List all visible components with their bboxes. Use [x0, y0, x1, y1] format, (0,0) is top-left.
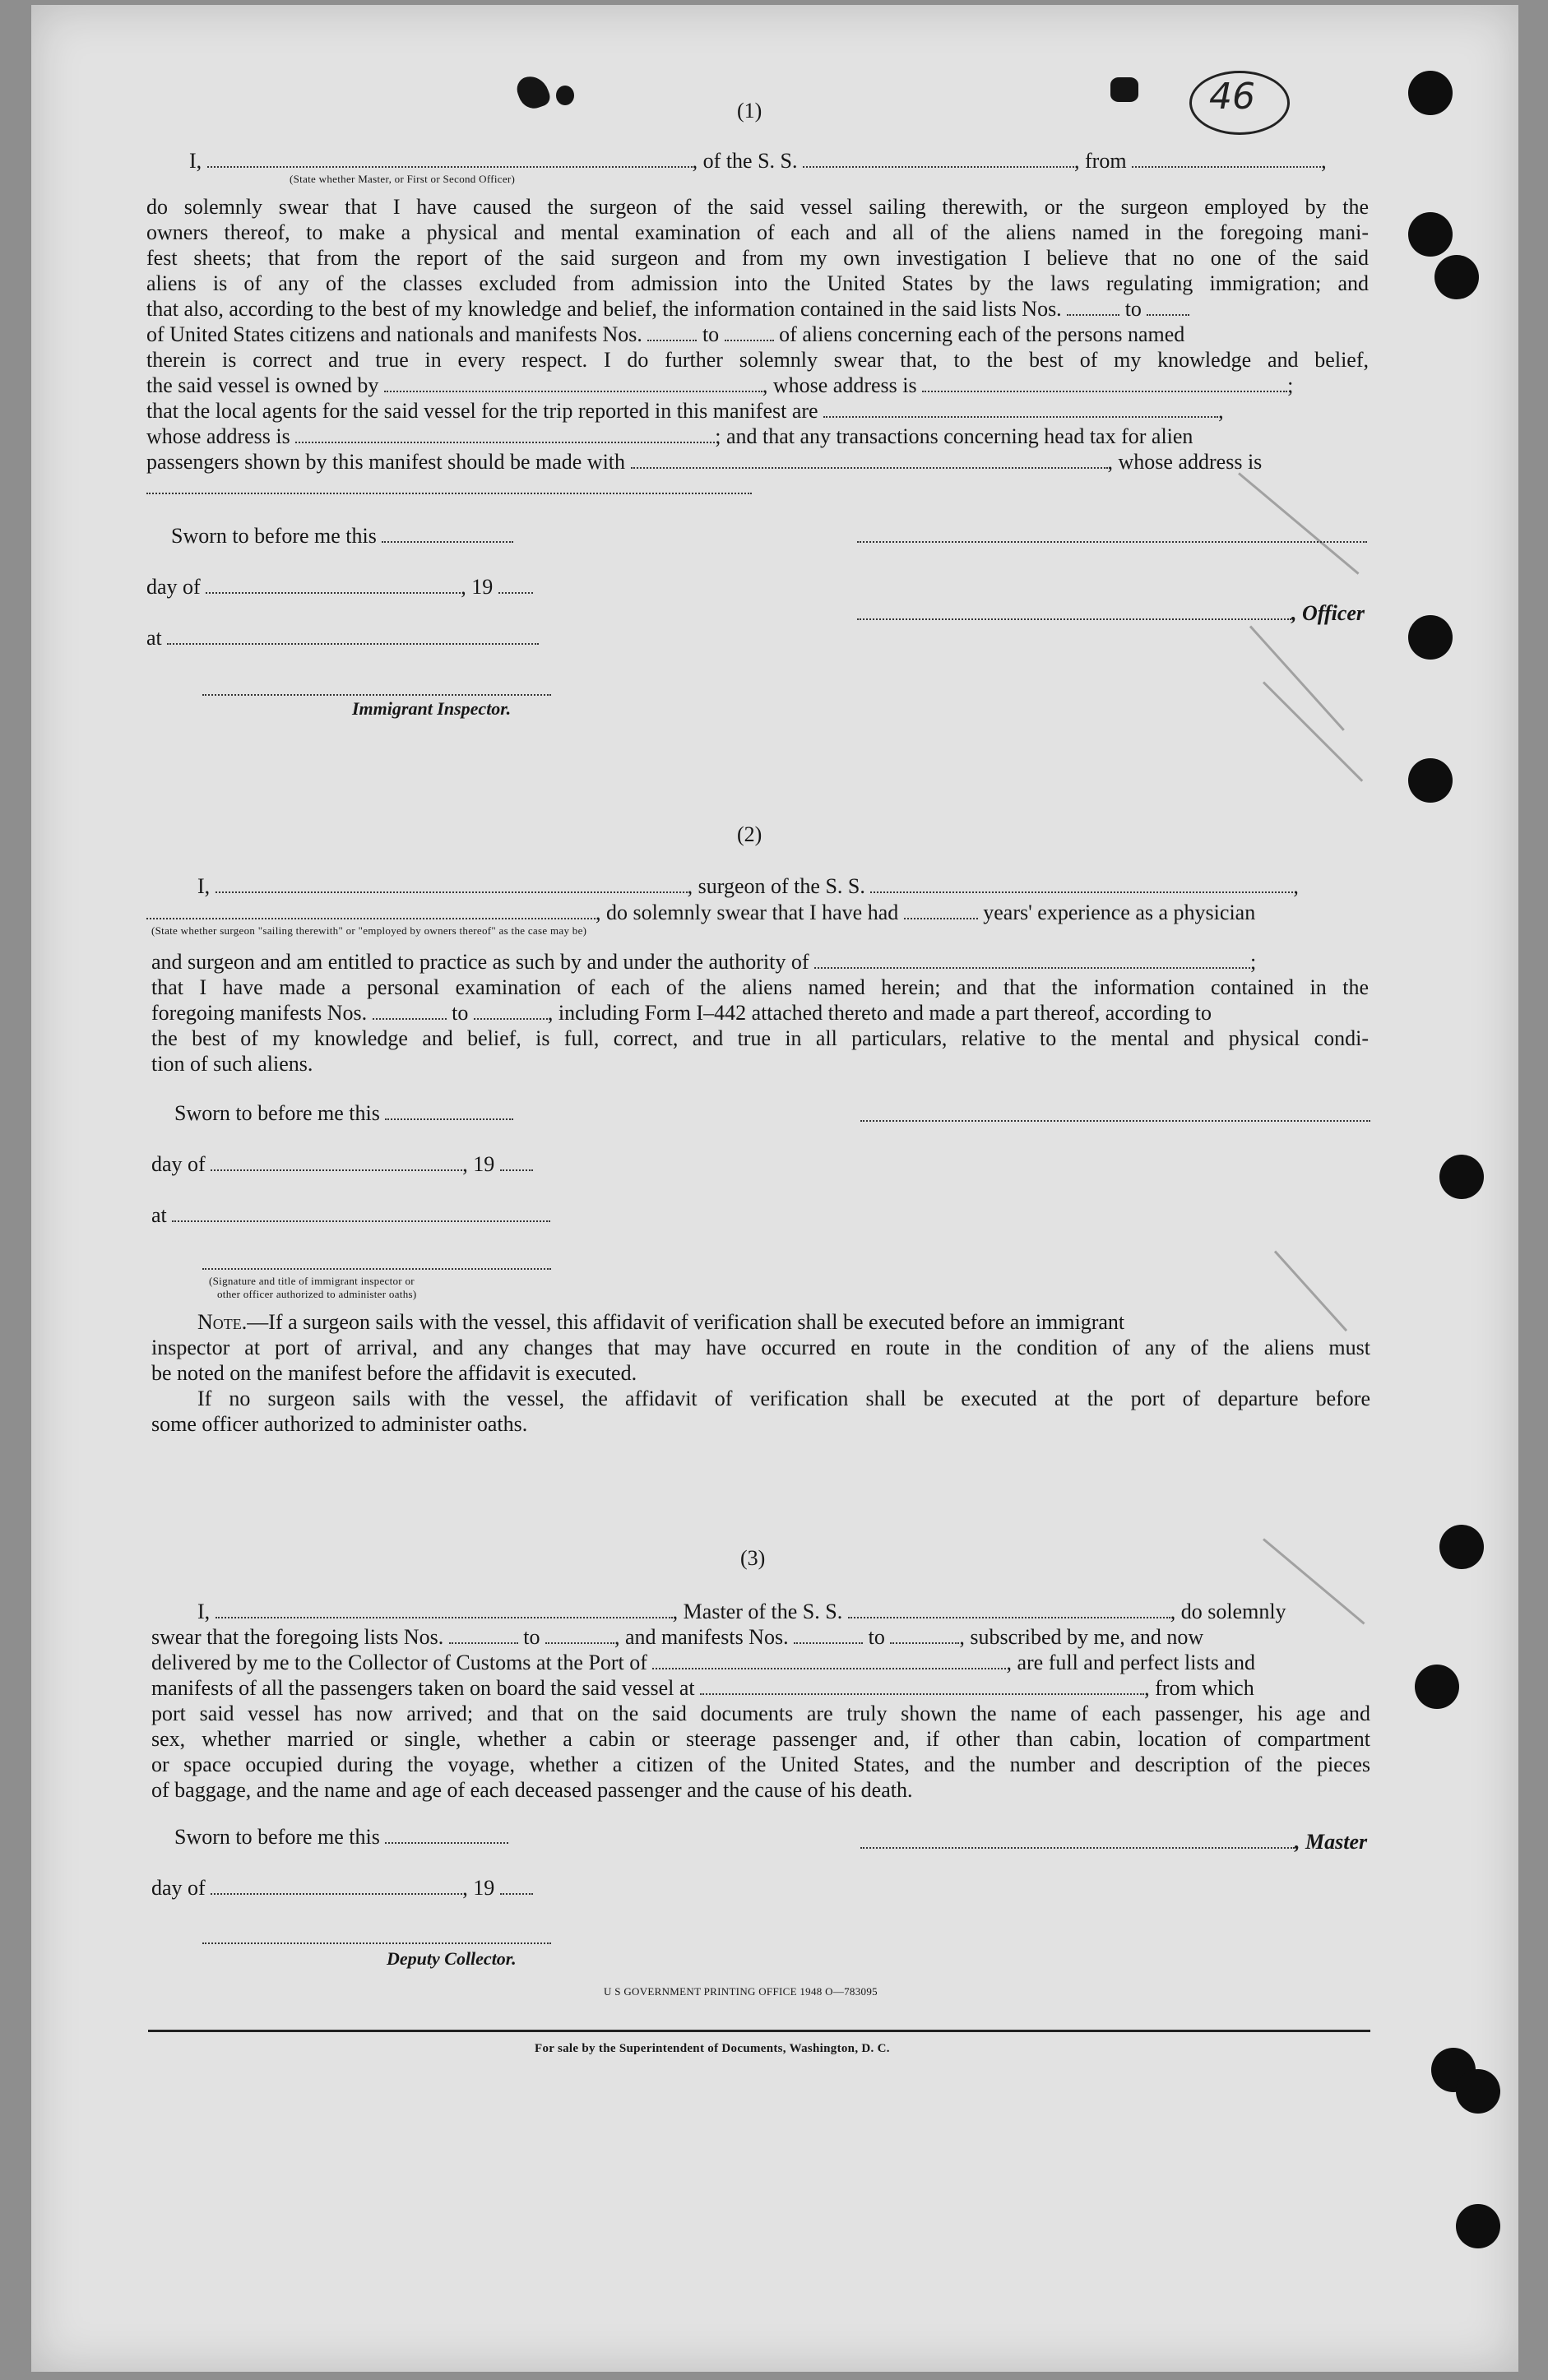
s2-body-line: that I have made a personal examination of each of the aliens named herein; and that the information contained in the — [151, 975, 1369, 999]
binder-hole — [1415, 1665, 1459, 1709]
s1-manifests-line: of United States citizens and nationals and manifests Nos. to of aliens concerning each of the persons named — [146, 322, 1185, 346]
s2-under-caption: (State whether surgeon "sailing therewith" or "employed by owners thereof" as the case may be) — [151, 924, 587, 937]
s3-body-line: of baggage, and the name and age of each deceased passenger and the cause of his death. — [151, 1778, 913, 1802]
s2-sworn: Sworn to before me this — [174, 1100, 513, 1126]
s3-line-3: delivered by me to the Collector of Customs at the Port of , are full and perfect lists and — [151, 1651, 1255, 1674]
s3-master-line: , Master — [860, 1829, 1367, 1854]
s2-day-of: day of , 19 — [151, 1151, 533, 1177]
s2-line-2: , do solemnly swear that I have had years' experience as a physician — [146, 900, 1255, 925]
ink-blot — [556, 86, 574, 105]
printer-mark: U S GOVERNMENT PRINTING OFFICE 1948 O—783095 — [604, 1985, 878, 1998]
binder-hole — [1408, 758, 1453, 803]
bottom-rule — [148, 2030, 1370, 2032]
binder-hole — [1434, 255, 1479, 299]
s1-body-line: therein is correct and true in every respect. I do further solemnly swear that, to the best of my knowledge and belief, — [146, 348, 1369, 372]
section-3-number: (3) — [740, 1546, 766, 1570]
s2-manifests-line: foregoing manifests Nos. to , including Form I–442 attached thereto and made a part thereof, according to — [151, 1001, 1212, 1025]
ink-blot — [1110, 77, 1138, 102]
s2-authority-line: and surgeon and am entitled to practice as such by and under the authority of ; — [151, 950, 1257, 974]
s3-line-2: swear that the foregoing lists Nos. to , and manifests Nos. to , subscribed by me, and now — [151, 1625, 1204, 1649]
binder-hole — [1408, 212, 1453, 257]
s2-sig-caption-2: other officer authorized to administer oaths) — [217, 1288, 417, 1300]
binder-hole — [1456, 2204, 1500, 2248]
s1-address-line: whose address is ; and that any transactions concerning head tax for alien — [146, 424, 1193, 448]
s1-passengers-line: passengers shown by this manifest should be made with , whose address is — [146, 450, 1263, 474]
section-1-number: (1) — [737, 99, 762, 123]
binder-hole — [1408, 71, 1453, 115]
s1-body-line: aliens is of any of the classes excluded from admission into the United States by the laws regulating immigration; and — [146, 271, 1369, 295]
binder-hole — [1439, 1525, 1484, 1569]
s2-note-line: If no surgeon sails with the vessel, the affidavit of verification shall be executed at the port of departure before — [197, 1387, 1370, 1410]
s2-body-line: tion of such aliens. — [151, 1052, 313, 1076]
s3-day-of: day of , 19 — [151, 1875, 533, 1901]
binder-hole — [1408, 615, 1453, 660]
s3-sworn: Sworn to before me this — [174, 1824, 508, 1850]
for-sale-notice: For sale by the Superintendent of Documents, Washington, D. C. — [535, 2042, 890, 2055]
s1-lists-line: that also, according to the best of my knowledge and belief, the information contained in the said lists Nos. to — [146, 296, 1189, 322]
s1-owned-line: the said vessel is owned by , whose address is ; — [146, 373, 1294, 397]
s1-line-1: I, , of the S. S. , from , — [189, 149, 1327, 173]
s1-blank-line — [146, 475, 752, 500]
section-2-number: (2) — [737, 822, 762, 846]
s2-body-line: the best of my knowledge and belief, is full, correct, and true in all particulars, relative to the mental and physical condi- — [151, 1026, 1369, 1050]
s1-under-caption: (State whether Master, or First or Second Officer) — [290, 173, 516, 185]
s2-at: at — [151, 1202, 550, 1228]
s2-signature-line — [860, 1102, 1370, 1127]
s3-line-1: I, , Master of the S. S. , do solemnly — [197, 1600, 1286, 1623]
s1-officer-signature-line — [857, 523, 1367, 549]
s2-note-line: inspector at port of arrival, and any changes that may have occurred en route in the condition of any of the aliens must — [151, 1336, 1370, 1359]
s3-body-line: sex, whether married or single, whether a cabin or steerage passenger and, if other than cabin, location of compartment — [151, 1727, 1370, 1751]
s1-agents-line: that the local agents for the said vessel for the trip reported in this manifest are , — [146, 399, 1224, 423]
s2-note-line: be noted on the manifest before the affidavit is executed. — [151, 1361, 637, 1385]
s1-sworn: Sworn to before me this — [171, 523, 513, 549]
s3-deputy-caption: Deputy Collector. — [387, 1948, 517, 1969]
binder-hole — [1456, 2069, 1500, 2114]
s3-body-line: port said vessel has now arrived; and that on the said documents are truly shown the name of each passenger, his age and — [151, 1702, 1370, 1725]
s3-body-line: or space occupied during the voyage, whether a citizen of the United States, and the number and description of the pieces — [151, 1753, 1370, 1776]
s2-inspector-line — [202, 1250, 551, 1276]
s2-sig-caption-1: (Signature and title of immigrant inspector or — [209, 1275, 415, 1287]
s2-note-line-1: Note.—If a surgeon sails with the vessel, this affidavit of verification shall be executed before an immigrant — [197, 1310, 1125, 1334]
s1-inspector-caption: Immigrant Inspector. — [352, 698, 512, 719]
binder-hole — [1439, 1155, 1484, 1199]
s1-officer-line: , Officer — [857, 600, 1365, 626]
s1-day-of: day of , 19 — [146, 574, 533, 600]
s1-body-line: do solemnly swear that I have caused the surgeon of the said vessel sailing therewith, or the surgeon employed by the — [146, 195, 1369, 219]
s2-line-1: I, , surgeon of the S. S. , — [197, 874, 1299, 898]
s1-at: at — [146, 625, 539, 651]
s3-line-4: manifests of all the passengers taken on board the said vessel at , from which — [151, 1676, 1254, 1700]
stamp-number: 46 — [1209, 76, 1255, 118]
s1-body-line: owners thereof, to make a physical and mental examination of each and all of the aliens named in the foregoing mani- — [146, 220, 1369, 244]
s2-note-line: some officer authorized to administer oaths. — [151, 1412, 528, 1436]
s1-body-line: fest sheets; that from the report of the said surgeon and from my own investigation I believe that no one of the said — [146, 246, 1369, 270]
